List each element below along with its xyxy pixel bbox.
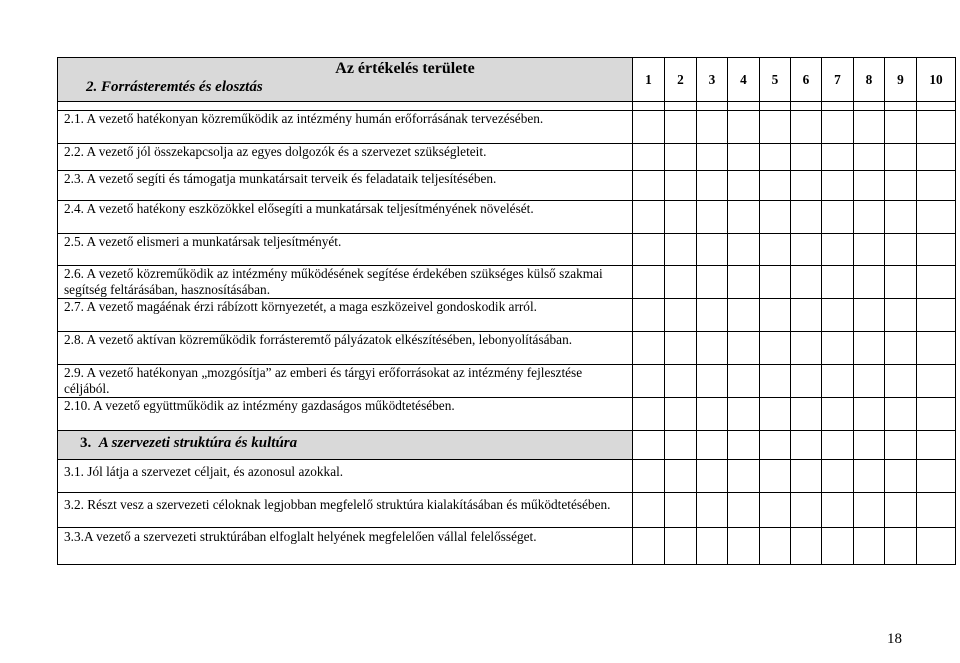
score-cell[interactable] xyxy=(917,111,956,144)
score-cell[interactable] xyxy=(885,460,917,493)
score-cell[interactable] xyxy=(633,171,665,201)
score-cell[interactable] xyxy=(791,528,822,565)
score-cell[interactable] xyxy=(633,266,665,299)
score-cell[interactable] xyxy=(697,201,728,234)
score-cell[interactable] xyxy=(791,299,822,332)
score-cell[interactable] xyxy=(760,332,791,365)
score-cell[interactable] xyxy=(854,144,885,171)
score-cell[interactable] xyxy=(917,460,956,493)
score-cell[interactable] xyxy=(822,171,854,201)
score-cell[interactable] xyxy=(760,201,791,234)
table-row xyxy=(58,528,956,565)
score-cell[interactable] xyxy=(760,299,791,332)
score-cell[interactable] xyxy=(665,111,697,144)
score-cell[interactable] xyxy=(822,528,854,565)
score-cell[interactable] xyxy=(791,332,822,365)
score-header-8: 8 xyxy=(854,58,885,102)
score-cell[interactable] xyxy=(791,171,822,201)
score-cell[interactable] xyxy=(885,299,917,332)
score-cell[interactable] xyxy=(917,171,956,201)
score-cell[interactable] xyxy=(697,144,728,171)
score-cell[interactable] xyxy=(791,266,822,299)
score-cell xyxy=(854,431,885,460)
score-cell[interactable] xyxy=(633,201,665,234)
score-cell[interactable] xyxy=(665,171,697,201)
score-cell[interactable] xyxy=(885,332,917,365)
score-cell[interactable] xyxy=(633,144,665,171)
score-cell[interactable] xyxy=(822,111,854,144)
score-cell[interactable] xyxy=(697,528,728,565)
score-cell xyxy=(760,431,791,460)
score-cell[interactable] xyxy=(854,460,885,493)
table-row xyxy=(58,266,956,299)
score-cell[interactable] xyxy=(760,144,791,171)
score-cell[interactable] xyxy=(665,266,697,299)
score-header-10: 10 xyxy=(917,58,956,102)
score-cell xyxy=(697,431,728,460)
criterion-3-3: 3.3.A vezető a szervezeti struktúrában elfoglalt helyének megfelelően vállal felelősséget. xyxy=(64,529,537,544)
score-cell[interactable] xyxy=(633,460,665,493)
score-cell[interactable] xyxy=(697,299,728,332)
score-cell[interactable] xyxy=(854,266,885,299)
score-cell[interactable] xyxy=(665,493,697,528)
score-cell[interactable] xyxy=(728,528,760,565)
score-cell[interactable] xyxy=(728,460,760,493)
score-cell[interactable] xyxy=(697,332,728,365)
score-cell[interactable] xyxy=(917,266,956,299)
score-cell[interactable] xyxy=(697,493,728,528)
score-cell[interactable] xyxy=(791,201,822,234)
score-cell[interactable] xyxy=(760,460,791,493)
score-cell[interactable] xyxy=(760,234,791,266)
score-cell[interactable] xyxy=(697,398,728,431)
score-cell[interactable] xyxy=(728,111,760,144)
score-cell[interactable] xyxy=(917,528,956,565)
score-cell[interactable] xyxy=(917,365,956,398)
criterion-2-10: 2.10. A vezető együttműködik az intézmény gazdaságos működtetésében. xyxy=(64,398,455,413)
table-row xyxy=(58,332,956,365)
table-row xyxy=(58,234,956,266)
score-header-1: 1 xyxy=(633,58,665,102)
score-cell[interactable] xyxy=(822,144,854,171)
score-cell[interactable] xyxy=(728,201,760,234)
score-cell[interactable] xyxy=(728,365,760,398)
score-cell[interactable] xyxy=(885,234,917,266)
score-cell[interactable] xyxy=(854,234,885,266)
score-cell[interactable] xyxy=(822,365,854,398)
score-cell xyxy=(665,431,697,460)
score-cell[interactable] xyxy=(728,493,760,528)
score-cell[interactable] xyxy=(760,171,791,201)
score-cell[interactable] xyxy=(633,111,665,144)
score-cell[interactable] xyxy=(633,332,665,365)
score-header-6: 6 xyxy=(791,58,822,102)
score-cell[interactable] xyxy=(665,332,697,365)
score-cell[interactable] xyxy=(728,144,760,171)
table-header-row xyxy=(58,58,956,102)
score-cell[interactable] xyxy=(728,398,760,431)
score-cell[interactable] xyxy=(728,266,760,299)
score-cell[interactable] xyxy=(633,299,665,332)
table-row xyxy=(58,171,956,201)
header-title: Az értékelés területe xyxy=(335,60,475,77)
score-cell[interactable] xyxy=(728,332,760,365)
score-cell[interactable] xyxy=(854,111,885,144)
score-cell[interactable] xyxy=(854,528,885,565)
score-header-4: 4 xyxy=(728,58,760,102)
score-cell[interactable] xyxy=(633,234,665,266)
score-header-2: 2 xyxy=(665,58,697,102)
section-3-number: 3. xyxy=(80,435,92,451)
score-cell[interactable] xyxy=(791,493,822,528)
score-cell[interactable] xyxy=(822,332,854,365)
score-cell[interactable] xyxy=(917,398,956,431)
score-cell[interactable] xyxy=(854,299,885,332)
score-cell[interactable] xyxy=(633,493,665,528)
score-cell[interactable] xyxy=(728,171,760,201)
score-cell[interactable] xyxy=(822,234,854,266)
evaluation-table xyxy=(57,57,956,565)
criterion-2-5: 2.5. A vezető elismeri a munkatársak teljesítményét. xyxy=(64,234,342,249)
score-cell[interactable] xyxy=(760,365,791,398)
header-cell xyxy=(58,58,633,102)
page-number: 18 xyxy=(887,631,902,647)
score-cell[interactable] xyxy=(633,365,665,398)
score-cell[interactable] xyxy=(854,332,885,365)
criterion-3-2: 3.2. Részt vesz a szervezeti céloknak legjobban megfelelő struktúra kialakításában és működtetésében. xyxy=(64,497,611,512)
table-row xyxy=(58,299,956,332)
criterion-2-9: 2.9. A vezető hatékonyan „mozgósítja” az emberi és tárgyi erőforrásokat az intézmény fejlesztése céljából. xyxy=(64,365,583,396)
score-cell[interactable] xyxy=(665,398,697,431)
criterion-2-2: 2.2. A vezető jól összekapcsolja az egyes dolgozók és a szervezet szükségleteit. xyxy=(64,144,487,159)
score-cell[interactable] xyxy=(885,493,917,528)
score-cell[interactable] xyxy=(917,234,956,266)
score-header-3: 3 xyxy=(697,58,728,102)
score-cell[interactable] xyxy=(665,201,697,234)
section-header-row xyxy=(58,431,956,460)
score-cell[interactable] xyxy=(633,398,665,431)
score-cell[interactable] xyxy=(697,171,728,201)
score-cell[interactable] xyxy=(885,398,917,431)
criterion-2-7: 2.7. A vezető magáénak érzi rábízott környezetét, a maga eszközeivel gondoskodik arról. xyxy=(64,299,537,314)
score-cell[interactable] xyxy=(822,201,854,234)
score-cell[interactable] xyxy=(854,365,885,398)
table-row xyxy=(58,144,956,171)
score-cell[interactable] xyxy=(791,460,822,493)
score-cell[interactable] xyxy=(760,266,791,299)
table-row xyxy=(58,201,956,234)
score-cell[interactable] xyxy=(917,144,956,171)
score-cell[interactable] xyxy=(665,299,697,332)
score-cell[interactable] xyxy=(822,493,854,528)
table-row xyxy=(58,493,956,528)
score-cell[interactable] xyxy=(885,365,917,398)
criterion-2-3: 2.3. A vezető segíti és támogatja munkatársait terveik és feladataik teljesítésében. xyxy=(64,171,497,186)
score-cell[interactable] xyxy=(854,201,885,234)
score-cell xyxy=(633,431,665,460)
score-cell[interactable] xyxy=(791,365,822,398)
score-cell[interactable] xyxy=(917,493,956,528)
score-cell[interactable] xyxy=(665,365,697,398)
score-cell[interactable] xyxy=(665,234,697,266)
score-cell[interactable] xyxy=(633,528,665,565)
table-row xyxy=(58,460,956,493)
score-cell[interactable] xyxy=(791,144,822,171)
score-cell[interactable] xyxy=(697,111,728,144)
score-cell[interactable] xyxy=(665,144,697,171)
score-cell[interactable] xyxy=(917,201,956,234)
table-row xyxy=(58,365,956,398)
criterion-2-8: 2.8. A vezető aktívan közreműködik forrásteremtő pályázatok elkészítésében, lebonyolításában. xyxy=(64,332,573,347)
score-cell[interactable] xyxy=(917,332,956,365)
score-cell[interactable] xyxy=(791,398,822,431)
score-cell xyxy=(728,431,760,460)
score-cell[interactable] xyxy=(885,528,917,565)
score-cell[interactable] xyxy=(697,266,728,299)
score-cell xyxy=(917,431,956,460)
criterion-2-1: 2.1. A vezető hatékonyan közreműködik az intézmény humán erőforrásának tervezésében. xyxy=(64,111,544,126)
score-cell[interactable] xyxy=(854,171,885,201)
score-cell[interactable] xyxy=(885,144,917,171)
score-cell[interactable] xyxy=(885,111,917,144)
score-cell[interactable] xyxy=(665,528,697,565)
score-cell xyxy=(791,431,822,460)
score-cell xyxy=(885,431,917,460)
score-cell[interactable] xyxy=(665,460,697,493)
score-cell[interactable] xyxy=(697,234,728,266)
score-cell[interactable] xyxy=(885,201,917,234)
criterion-3-1: 3.1. Jól látja a szervezet céljait, és azonosul azokkal. xyxy=(64,464,344,479)
score-cell[interactable] xyxy=(885,171,917,201)
score-cell[interactable] xyxy=(885,266,917,299)
section-3-label: A szervezeti struktúra és kultúra xyxy=(98,435,298,451)
score-cell[interactable] xyxy=(917,299,956,332)
header-section: 2. Forrásteremtés és elosztás xyxy=(86,79,263,95)
score-header-5: 5 xyxy=(760,58,791,102)
score-cell[interactable] xyxy=(791,111,822,144)
table-row xyxy=(58,111,956,144)
score-cell[interactable] xyxy=(854,493,885,528)
section-3-title xyxy=(58,431,632,452)
spacer-row xyxy=(58,102,956,111)
score-cell xyxy=(822,431,854,460)
score-cell[interactable] xyxy=(822,266,854,299)
score-cell[interactable] xyxy=(854,398,885,431)
score-cell[interactable] xyxy=(728,299,760,332)
score-cell[interactable] xyxy=(760,493,791,528)
score-header-7: 7 xyxy=(822,58,854,102)
score-cell[interactable] xyxy=(697,460,728,493)
criterion-2-4: 2.4. A vezető hatékony eszközökkel elősegíti a munkatársak teljesítményének növelését. xyxy=(64,201,534,216)
score-cell[interactable] xyxy=(760,528,791,565)
score-cell[interactable] xyxy=(728,234,760,266)
score-cell[interactable] xyxy=(822,460,854,493)
score-cell[interactable] xyxy=(760,111,791,144)
score-header-9: 9 xyxy=(885,58,917,102)
score-cell[interactable] xyxy=(822,299,854,332)
score-cell[interactable] xyxy=(822,398,854,431)
score-cell[interactable] xyxy=(791,234,822,266)
score-cell[interactable] xyxy=(760,398,791,431)
criterion-2-6: 2.6. A vezető közreműködik az intézmény működésének segítése érdekében szükséges külső szakmai segítség feltárásában, hasznosításában. xyxy=(64,266,603,297)
table-row xyxy=(58,398,956,431)
score-cell[interactable] xyxy=(697,365,728,398)
